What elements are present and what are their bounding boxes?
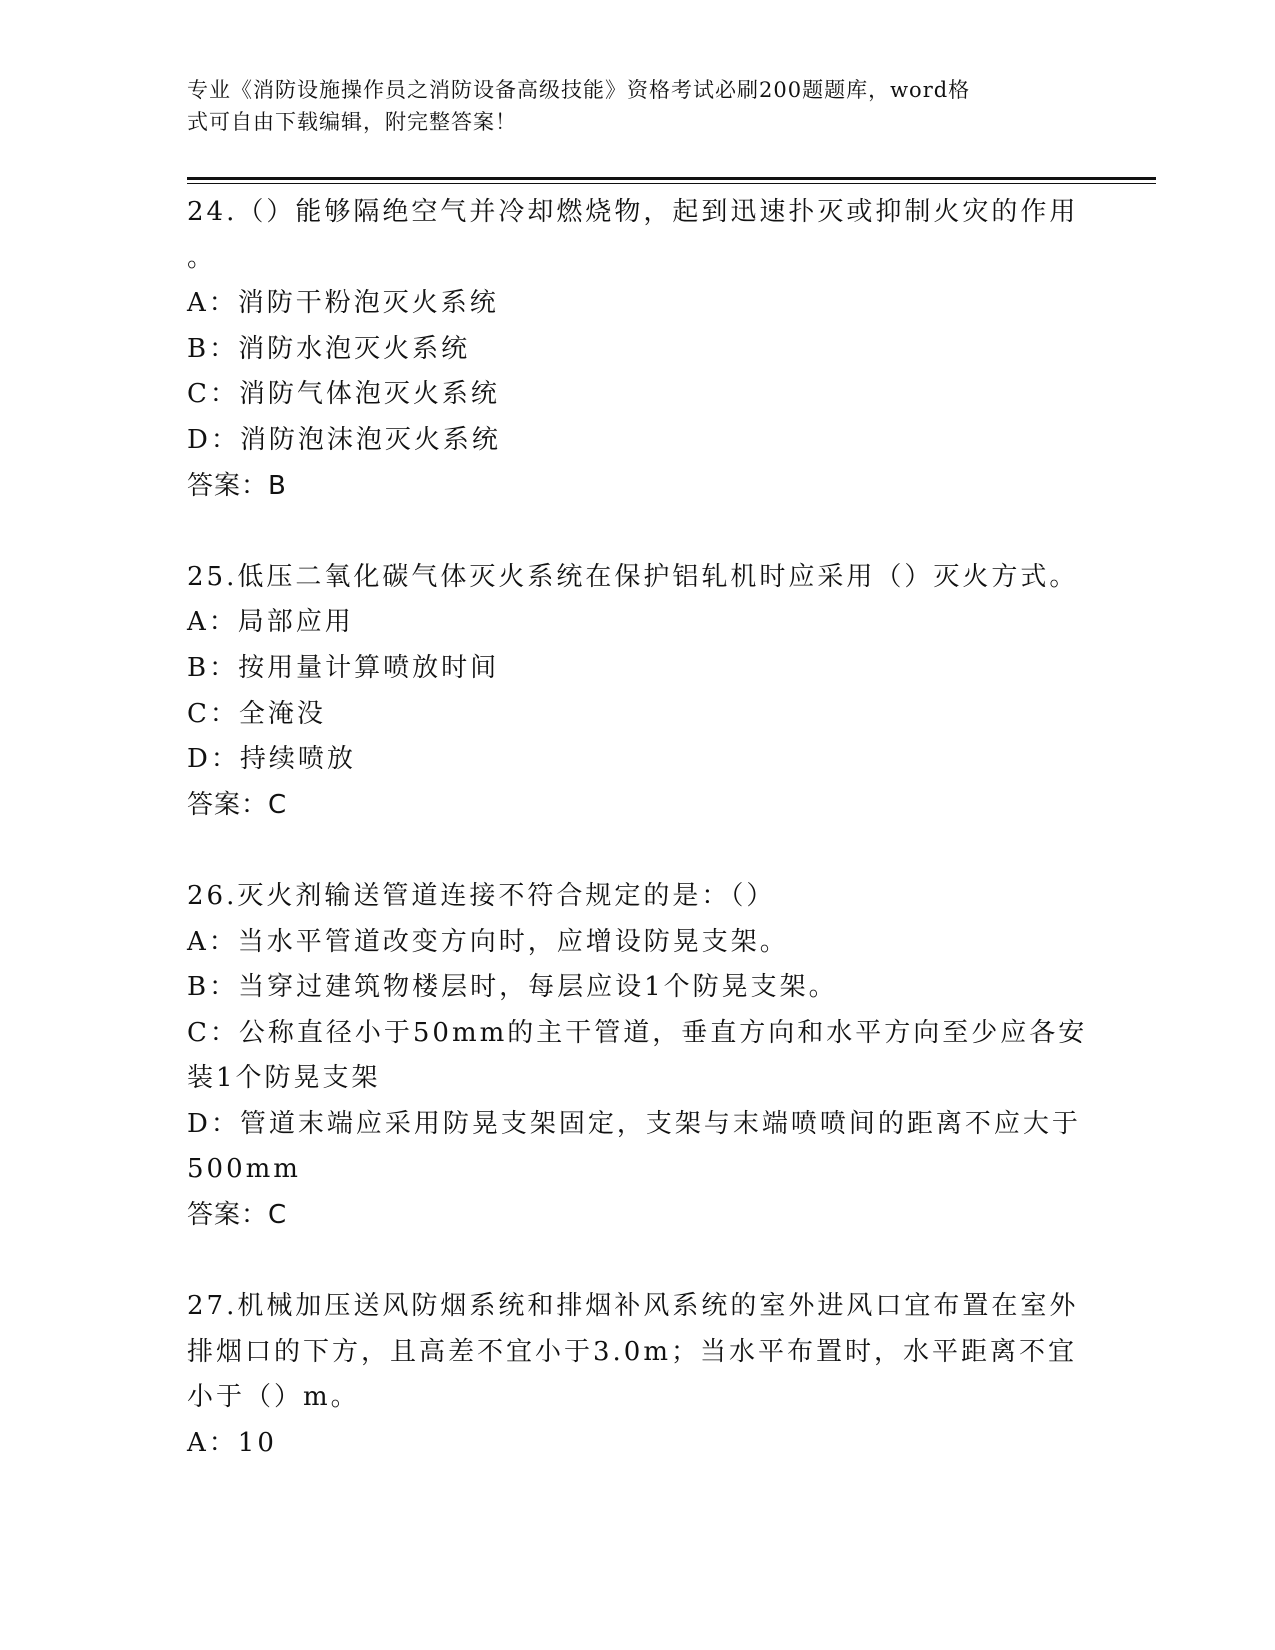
question-stem-line: 27.机械加压送风防烟系统和排烟补风系统的室外进风口宜布置在室外 [187, 1291, 1079, 1322]
answer-text: 答案：C [187, 1200, 288, 1231]
header-divider-thick [187, 177, 1156, 180]
header-line-1: 专业《消防设施操作员之消防设备高级技能》资格考试必刷200题题库，word格 [187, 78, 971, 102]
question-stem-line: 24.（）能够隔绝空气并冷却燃烧物，起到迅速扑灭或抑制火灾的作用 [187, 197, 1079, 227]
question-26 [187, 874, 1087, 1239]
header-line-2: 式可自由下载编辑，附完整答案！ [187, 110, 517, 134]
question-spacer [187, 828, 1087, 874]
question-24 [187, 190, 1087, 509]
option-a: A：当水平管道改变方向时，应增设防晃支架。 [187, 926, 789, 957]
option-b: B：消防水泡灭火系统 [187, 333, 471, 364]
question-spacer [187, 1239, 1087, 1285]
option-b: B：按用量计算喷放时间 [187, 652, 500, 683]
answer-text: 答案：C [187, 789, 288, 820]
question-spacer [187, 509, 1087, 555]
question-stem-line: 排烟口的下方，且高差不宜小于3.0m；当水平布置时，水平距离不宜 [187, 1336, 1078, 1367]
question-stem-line: 。 [187, 242, 217, 273]
option-a: A：10 [187, 1428, 277, 1459]
option-d-continued: 500mm [187, 1154, 301, 1185]
option-a: A：局部应用 [187, 607, 354, 638]
option-c: C：公称直径小于50mm的主干管道，垂直方向和水平方向至少应各安 [187, 1017, 1088, 1048]
option-d: D：消防泡沫泡灭火系统 [187, 424, 501, 455]
question-stem-line: 小于（）m。 [187, 1382, 360, 1413]
option-a: A：消防干粉泡灭火系统 [187, 288, 499, 319]
option-c: C：消防气体泡灭火系统 [187, 379, 500, 410]
question-stem-line: 25.低压二氧化碳气体灭火系统在保护铝轧机时应采用（）灭火方式。 [187, 561, 1079, 592]
question-25 [187, 555, 1087, 829]
question-27 [187, 1284, 1087, 1466]
question-stem-line: 26.灭火剂输送管道连接不符合规定的是：（） [187, 880, 776, 911]
document-header [187, 74, 1067, 138]
option-d: D：管道末端应采用防晃支架固定，支架与末端喷喷间的距离不应大于 [187, 1108, 1081, 1139]
option-c-continued: 装1个防晃支架 [187, 1063, 381, 1094]
header-divider-thin [187, 183, 1156, 184]
option-d: D：持续喷放 [187, 744, 356, 775]
answer-text: 答案：B [187, 470, 287, 501]
option-c: C：全淹没 [187, 698, 326, 729]
option-b: B：当穿过建筑物楼层时，每层应设1个防晃支架。 [187, 972, 838, 1003]
question-list [187, 190, 1087, 1467]
